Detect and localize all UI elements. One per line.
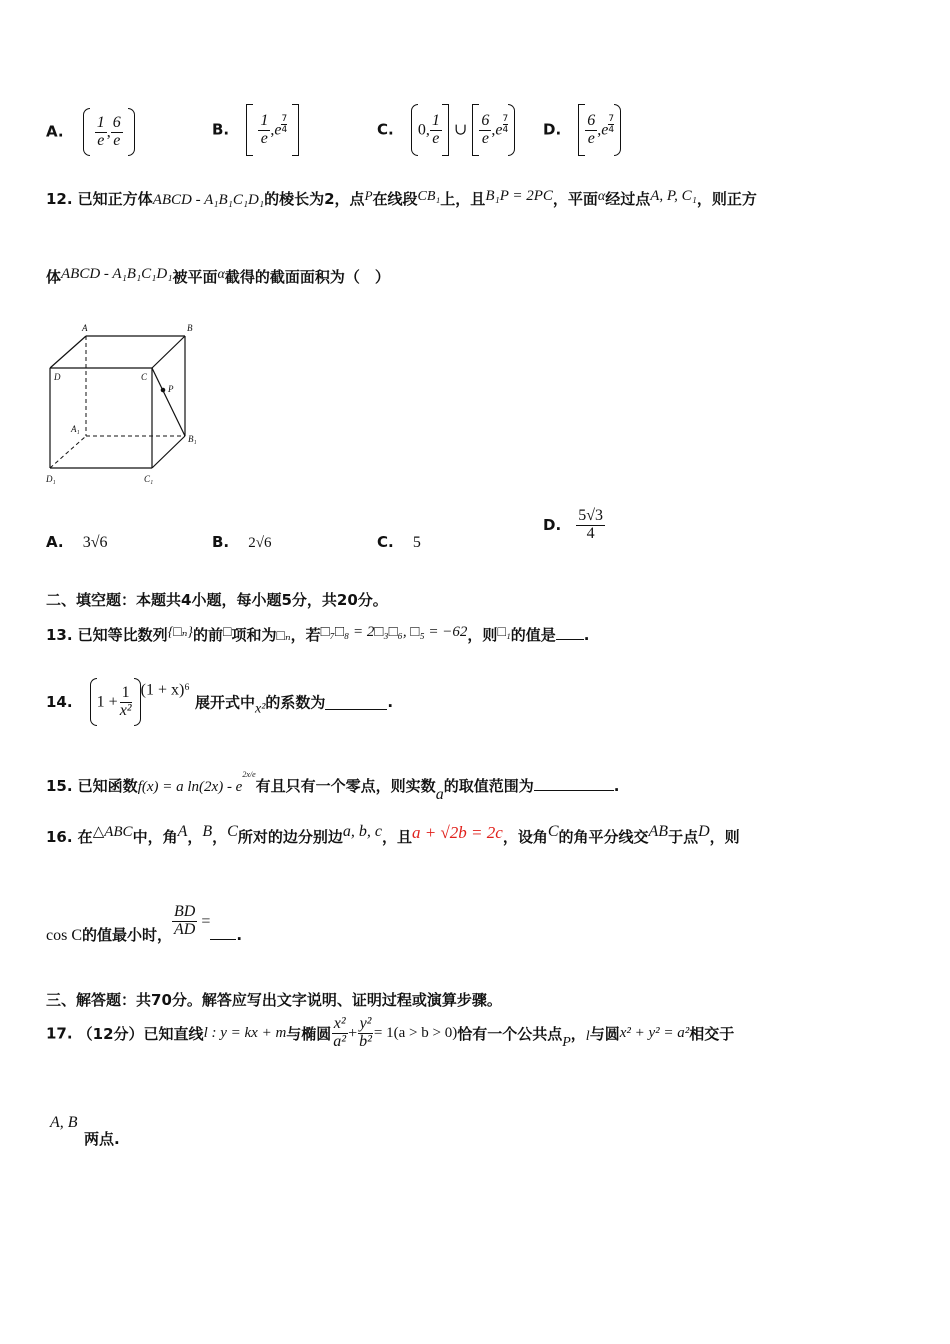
q12-line2: 体ABCD - A₁B₁C₁D₁被平面α截得的截面面积为（ ）: [46, 266, 390, 286]
exponent: $\frac{7}{4}$: [502, 113, 509, 135]
q14: 14. 1 + $\frac{1}{\text{x²}}$ (1 + x)⁶ 展开式中x²的系数为 .: [46, 678, 393, 726]
label-a1: A₁: [71, 424, 80, 434]
q17-line1: 17. （12分）已知直线l : y = kx + m与椭圆 $\frac{\text{x²}}{\text{a²}}$ + $\frac{\text{y²}}{\text{b²}}$ = 1(a > b > 0)恰有一个公共点P，l与圆x² + y² = a²相交于: [46, 1015, 735, 1050]
q12-option-c: C. 5: [377, 533, 421, 551]
fraction: $\frac{1}{\text{x²}}$: [119, 683, 132, 719]
right-bracket: [292, 104, 299, 156]
fraction: $\frac{1}{e}$: [260, 111, 269, 147]
section-3-heading: 三、解答题：共70分。解答应写出文字说明、证明过程或演算步骤。: [46, 991, 502, 1009]
exponent: $\frac{7}{4}$: [608, 113, 615, 135]
left-bracket: [578, 104, 585, 156]
edge-d1a1: [50, 436, 86, 468]
q13: 13. 已知等比数列{□ₙ}的前□项和为□ₙ，若□₇□₈ = 2□₃□₆, □₅ = −62，则□₁的值是 .: [46, 624, 590, 644]
q17-line2: A, B: [50, 1114, 78, 1131]
answer-blank[interactable]: [210, 925, 236, 940]
fraction: $\frac{1}{e}$: [431, 111, 440, 147]
left-bracket: [246, 104, 253, 156]
cube-figure: [40, 320, 210, 490]
label-p: P: [168, 384, 174, 394]
q15: 15. 已知函数f(x) = a $\ln(2x) - e^{2x/e}$有且只有一个零点，则实数a的取值范围为 .: [46, 770, 620, 803]
exponent: $\frac{7}{4}$: [281, 113, 288, 135]
q11-option-c: C. 0, $\frac{1}{e}$ ∪ $\frac{6}{e}$ ,e $\frac{7}{4}$: [377, 104, 515, 156]
edge-cb: [152, 336, 185, 368]
right-paren: [614, 104, 621, 156]
right-paren: [134, 678, 141, 726]
edge-c1b1: [152, 436, 185, 468]
left-paren: [90, 678, 97, 726]
answer-blank[interactable]: [325, 695, 387, 710]
fraction: $\frac{\text{y²}}{\text{b²}}$: [359, 1015, 372, 1050]
label-b: B: [187, 323, 193, 333]
label-d: D: [54, 372, 61, 382]
q11-option-a: A. $\frac{1}{e}$ , $\frac{6}{e}$: [46, 108, 135, 156]
option-label: D.: [543, 120, 562, 139]
segment-cb1: [152, 368, 185, 436]
point-p: [161, 388, 166, 393]
option-label: C.: [377, 120, 394, 139]
left-paren: [83, 108, 90, 156]
fraction: $\frac{5√3}{4}$: [578, 507, 604, 542]
fraction: $\frac{1}{e}$: [96, 113, 105, 149]
left-bracket: [472, 104, 479, 156]
answer-blank[interactable]: [534, 776, 614, 791]
fraction: $\frac{6}{e}$: [587, 111, 596, 147]
q12-option-b: B. 2√6: [212, 533, 272, 551]
option-label: B.: [212, 120, 230, 139]
fraction: $\frac{BD}{AD}$: [174, 903, 196, 938]
edge-da: [50, 336, 86, 368]
q17-line2-text: 两点.: [84, 1130, 120, 1148]
left-paren: [411, 104, 418, 156]
label-c1: C₁: [144, 474, 154, 484]
label-c: C: [141, 372, 148, 382]
q12-option-d: D. $\frac{5√3}{4}$: [543, 507, 604, 542]
fraction: $\frac{6}{e}$: [112, 113, 121, 149]
q16-line2: cos C的值最小时， $\frac{BD}{AD}$ =.: [46, 903, 243, 944]
right-paren: [508, 104, 515, 156]
q12-line1: 12. 已知正方体ABCD - A₁B₁C₁D₁的棱长为2，点$^P$在线段CB₁上，且B₁P = 2PC，平面α经过点A, P, C₁，则正方: [46, 188, 757, 208]
right-paren: [128, 108, 135, 156]
section-2-heading: 二、填空题：本题共4小题，每小题5分，共20分。: [46, 591, 388, 609]
answer-blank[interactable]: [556, 625, 584, 640]
label-a: A: [82, 323, 88, 333]
label-b1: B₁: [188, 434, 197, 444]
q16-line1: 16. 在△ABC中，角A，B，C所对的边分别边a, b, c，且a + √2b = 2c，设角C的角平分线交AB于点D，则: [46, 823, 740, 846]
fraction: $\frac{6}{e}$: [481, 111, 490, 147]
q11-option-b: B. $\frac{1}{e}$ ,e $\frac{7}{4}$: [212, 104, 299, 156]
right-bracket: [442, 104, 449, 156]
q12-option-a: A. 3√6: [46, 533, 108, 551]
q11-option-d: D. $\frac{6}{e}$ ,e $\frac{7}{4}$: [543, 104, 621, 156]
fraction: $\frac{\text{x²}}{\text{a²}}$: [333, 1015, 347, 1050]
label-d1: D₁: [46, 474, 56, 484]
option-label: A.: [46, 122, 64, 141]
